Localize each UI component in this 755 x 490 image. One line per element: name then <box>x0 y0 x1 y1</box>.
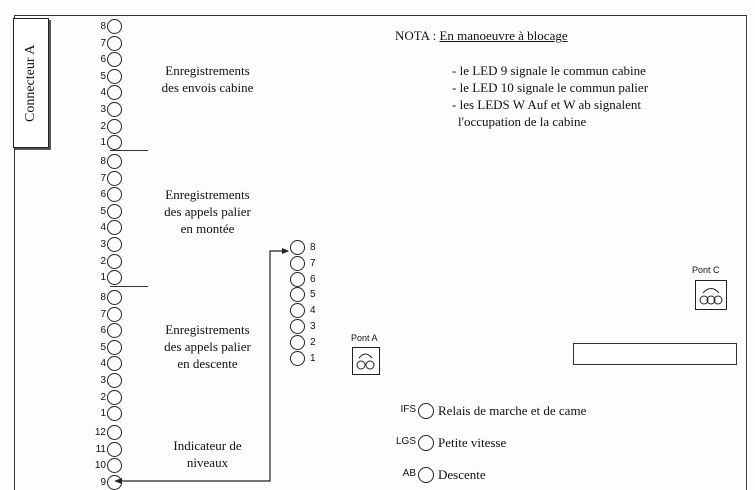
nota-line: - le LED 9 signale le commun cabine <box>452 63 646 78</box>
led-number: 3 <box>100 104 106 115</box>
led-number: 4 <box>100 87 106 99</box>
led-group-label-line: Enregistrements <box>165 187 250 202</box>
led-number: 7 <box>100 37 106 49</box>
led-number: 3 <box>100 375 106 386</box>
relay-text: Relais de marche et de came <box>438 403 587 418</box>
arrowhead-icon <box>282 248 289 254</box>
led-group-label-line: des envois cabine <box>161 80 254 95</box>
led-number: 7 <box>310 257 316 269</box>
led-number: 8 <box>310 242 316 253</box>
led-number: 6 <box>100 325 106 337</box>
led-number: 5 <box>100 205 106 217</box>
led-number: 5 <box>310 289 316 301</box>
led-number: 1 <box>100 137 106 149</box>
relay-code: IFS <box>400 404 416 415</box>
pont-a-label: Pont A <box>351 333 378 343</box>
wire-to-level-indicator <box>122 251 288 481</box>
led-number: 5 <box>100 341 106 353</box>
led-number: 9 <box>100 476 106 488</box>
relay-text: Descente <box>438 467 486 482</box>
led-number: 4 <box>100 222 106 234</box>
relay-code: AB <box>402 468 416 479</box>
nota-line: - le LED 10 signale le commun palier <box>452 80 649 95</box>
led-number: 7 <box>100 308 106 320</box>
led-number: 3 <box>310 321 316 332</box>
led-number: 6 <box>100 189 106 201</box>
nota-line: - les LEDS W Auf et W ab signalent <box>452 97 641 112</box>
led-number: 6 <box>100 54 106 66</box>
relay-code: LGS <box>395 436 416 447</box>
led-number: 3 <box>100 239 106 250</box>
led-number: 12 <box>94 427 106 438</box>
led-group-label-line: des appels palier <box>164 204 251 219</box>
led-number: 8 <box>100 21 106 32</box>
led-number: 1 <box>100 408 106 420</box>
led-number: 1 <box>100 272 106 284</box>
led-number: 11 <box>95 443 106 455</box>
led-group-label-line: Enregistrements <box>165 322 250 337</box>
led-number: 2 <box>100 120 106 132</box>
led-number: 2 <box>100 391 106 403</box>
nota-title: En manoeuvre à blocage <box>439 28 568 43</box>
led-group-label-line: Indicateur de <box>173 438 242 453</box>
led-group-label-line: Enregistrements <box>165 63 250 78</box>
led-number: 2 <box>310 336 316 348</box>
led-group-label-line: en montée <box>180 221 235 236</box>
relay-text: Petite vitesse <box>438 435 507 450</box>
led-number: 8 <box>100 292 106 303</box>
led-number: 7 <box>100 172 106 184</box>
arrowhead-icon <box>114 478 122 484</box>
led-number: 1 <box>310 352 316 364</box>
led-group-label-line: niveaux <box>186 455 229 470</box>
nota-prefix: NOTA : <box>395 28 440 43</box>
led-number: 4 <box>310 305 316 317</box>
led-number: 4 <box>100 358 106 370</box>
led-number: 6 <box>310 273 316 285</box>
connector-a-label: Connecteur A <box>23 44 38 122</box>
nota-line: l'occupation de la cabine <box>458 114 587 129</box>
led-number: 5 <box>100 70 106 82</box>
led-group-label-line: des appels palier <box>164 339 251 354</box>
pont-c-label: Pont C <box>692 265 720 275</box>
led-group-label-line: en descente <box>177 356 238 371</box>
led-number: 8 <box>100 156 106 167</box>
led-number: 10 <box>94 460 106 472</box>
led-number: 2 <box>100 255 106 267</box>
